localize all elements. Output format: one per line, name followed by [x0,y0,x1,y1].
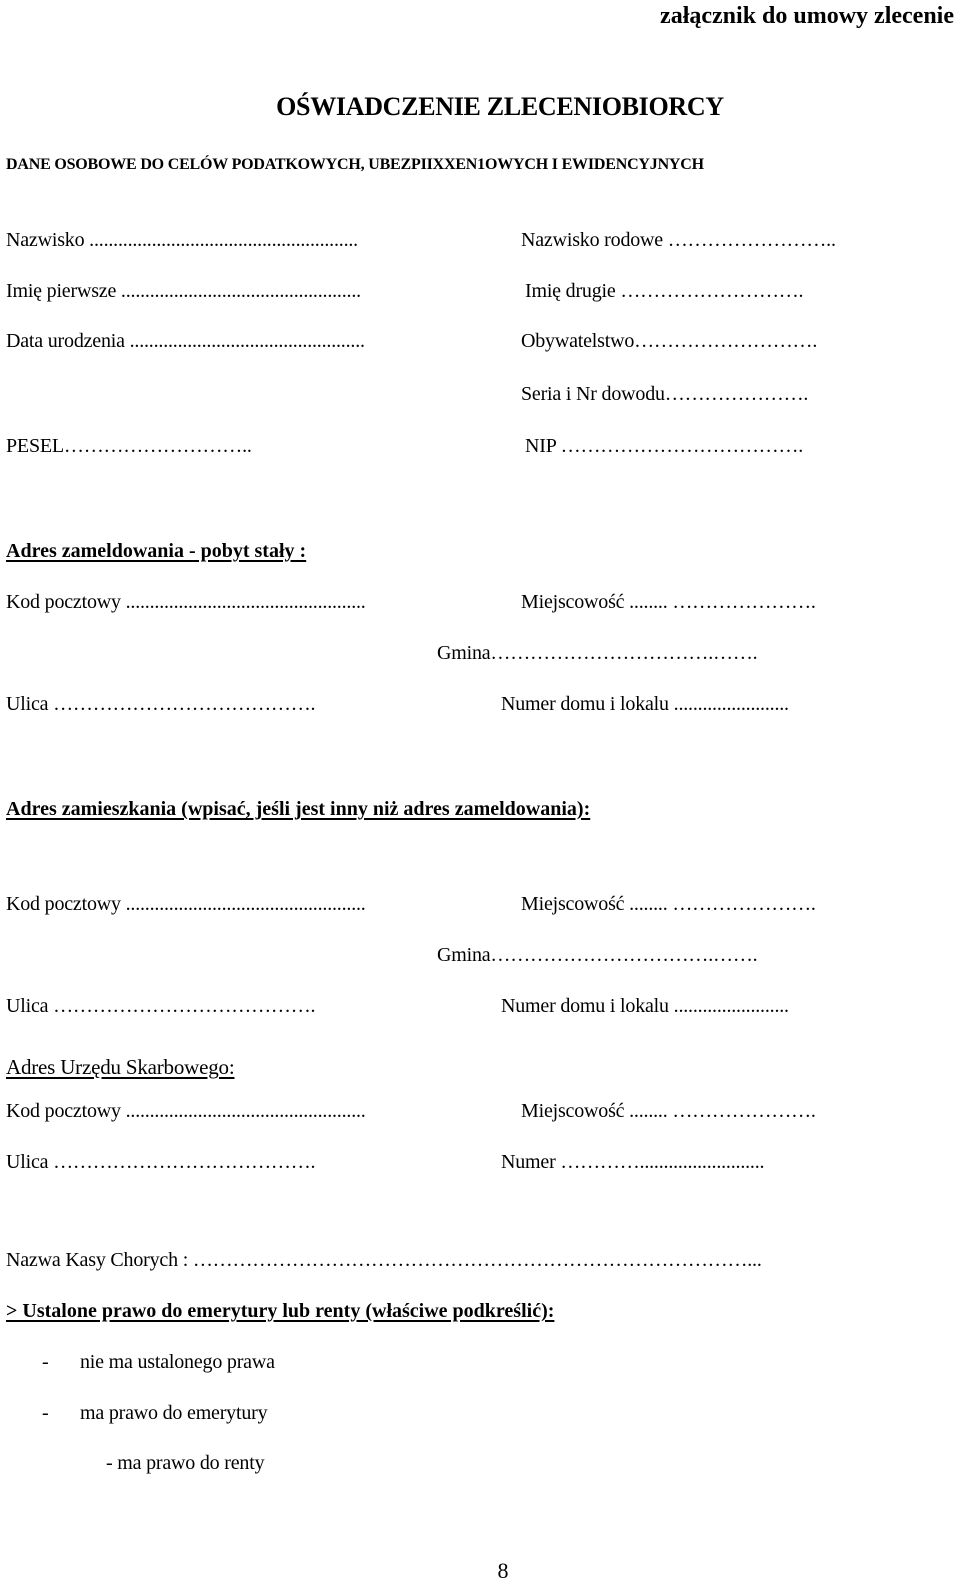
page-subtitle: DANE OSOBOWE DO CELÓW PODATKOWYCH, UBEZPIIXXEN1OWYCH I EWIDENCYJNYCH [6,156,704,173]
pension-option-disability [106,1453,264,1473]
tax-office-heading: Adres Urzędu Skarbowego: [6,1055,235,1079]
registered-street-field: Ulica …………………………………. [6,693,316,715]
id-card-field: Seria i Nr dowodu…………………. [521,383,809,405]
residence-address-heading: Adres zamieszkania (wpisać, jeśli jest inny niż adres zameldowania): [6,798,591,820]
residence-postal-code-field: Kod pocztowy .................................................. [6,893,366,915]
page-number: 8 [497,1558,509,1583]
list-dash: - [42,1351,49,1373]
tax-office-number-field: Numer ………….......................... [501,1151,765,1173]
maiden-name-field: Nazwisko rodowe …………………….. [521,229,836,251]
pension-heading: > Ustalone prawo do emerytury lub renty (właściwe podkreślić): [6,1300,555,1322]
pension-option-retirement [42,1403,267,1423]
nip-field: NIP ………………………………. [525,435,804,457]
list-dash: - [106,1452,118,1474]
registered-address-heading: Adres zameldowania - pobyt stały : [6,540,307,562]
surname-field: Nazwisko ........................................................ [6,229,358,251]
birth-date-field: Data urodzenia ................................................. [6,330,365,352]
residence-commune-field: Gmina…………………………….……. [437,944,758,966]
registered-postal-code-field: Kod pocztowy .................................................. [6,591,366,613]
tax-office-city-field: Miejscowość ........ …………………. [521,1100,816,1122]
pension-option-label: ma prawo do emerytury [80,1402,268,1424]
residence-house-number-field: Numer domu i lokalu ........................ [501,995,789,1017]
tax-office-street-field: Ulica …………………………………. [6,1151,316,1173]
pension-option-label: nie ma ustalonego prawa [80,1351,275,1373]
citizenship-field: Obywatelstwo………………………. [521,330,818,352]
registered-city-field: Miejscowość ........ …………………. [521,591,816,613]
health-fund-field: Nazwa Kasy Chorych : …………………………………………………………………………... [6,1249,762,1271]
registered-house-number-field: Numer domu i lokalu ........................ [501,693,789,715]
pension-option-label: ma prawo do renty [117,1452,265,1474]
second-name-field: Imię drugie ………………………. [525,280,804,302]
residence-street-field: Ulica …………………………………. [6,995,316,1017]
pesel-field: PESEL……………………….. [6,435,252,457]
registered-commune-field: Gmina…………………………….……. [437,642,758,664]
tax-office-postal-code-field: Kod pocztowy .................................................. [6,1100,366,1122]
first-name-field: Imię pierwsze .................................................. [6,280,361,302]
attachment-label: załącznik do umowy zlecenie [660,3,954,29]
pension-option-none [42,1352,275,1372]
list-dash: - [42,1402,49,1424]
page-title: OŚWIADCZENIE ZLECENIOBIORCY [276,92,724,121]
residence-city-field: Miejscowość ........ …………………. [521,893,816,915]
